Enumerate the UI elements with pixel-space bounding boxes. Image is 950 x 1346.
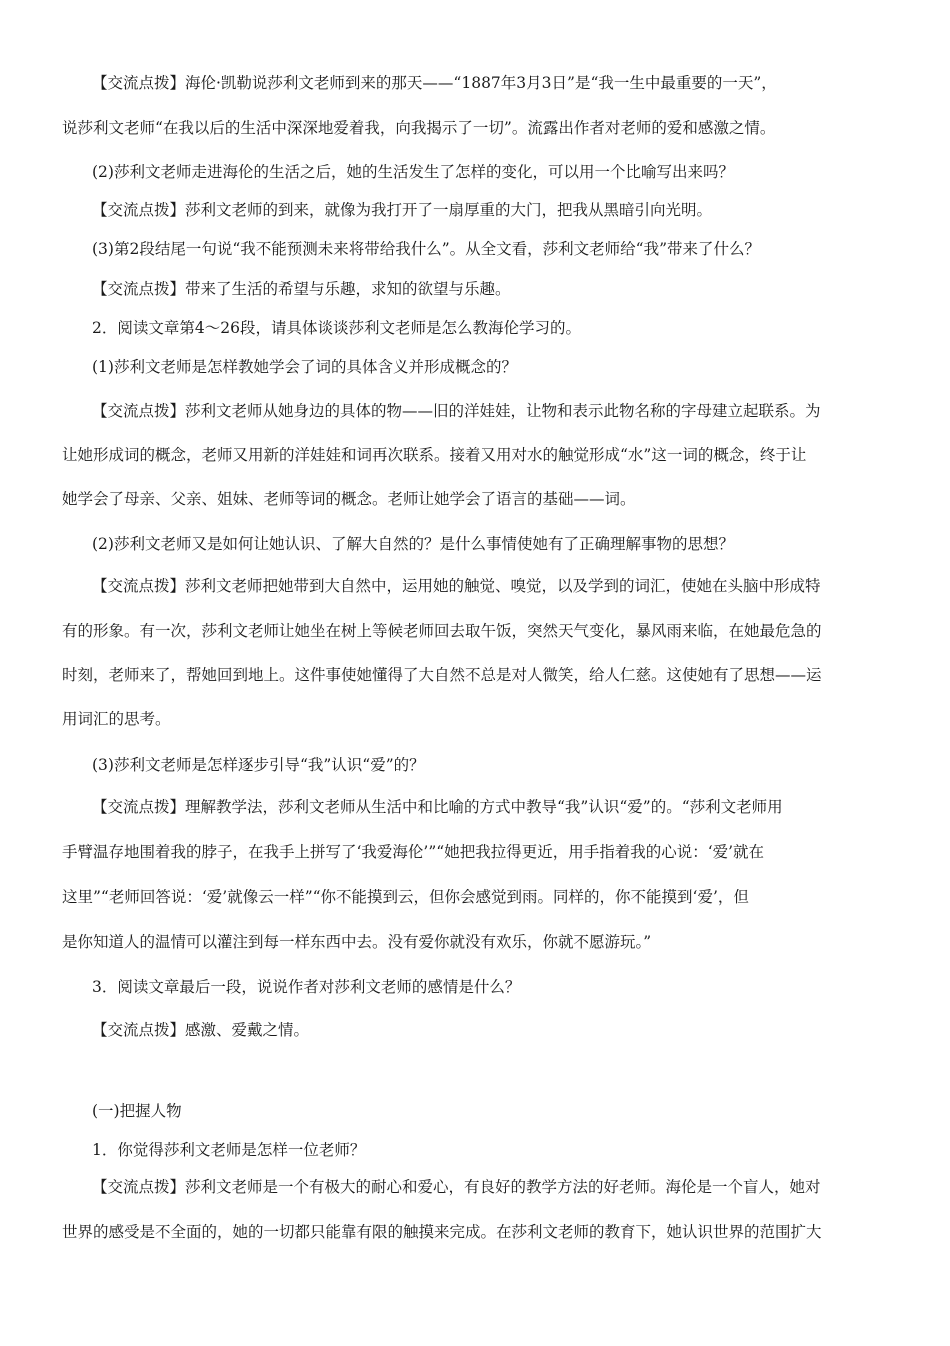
text-line-8: (1)莎利文老师是怎样教她学会了词的具体含义并形成概念的？ (92, 358, 517, 376)
text-line-10: 让她形成词的概念，老师又用新的洋娃娃和词再次联系。接着又用对水的触觉形成“水”这一词的概念，终于让 (62, 446, 807, 464)
text-line-7: 2．阅读文章第4～26段，请具体谈谈莎利文老师是怎么教海伦学习的。 (92, 319, 581, 337)
text-line-25: 1．你觉得莎利文老师是怎样一位老师？ (92, 1141, 366, 1159)
text-line-16: 用词汇的思考。 (62, 710, 171, 728)
section-heading: (一)把握人物 (92, 1102, 182, 1120)
text-line-26: 【交流点拨】莎利文老师是一个有极大的耐心和爱心，有良好的教学方法的好老师。海伦是一个盲人，她对 (92, 1178, 821, 1196)
text-line-15: 时刻，老师来了，帮她回到地上。这件事使她懂得了大自然不总是对人微笑，给人仁慈。这使她有了思想——运 (62, 666, 822, 684)
text-line-21: 是你知道人的温情可以灌注到每一样东西中去。没有爱你就没有欢乐，你就不愿游玩。” (62, 933, 652, 951)
text-line-14: 有的形象。有一次，莎利文老师让她坐在树上等候老师回去取午饭，突然天气变化，暴风雨来临，在她最危急的 (62, 622, 822, 640)
text-line-20: 这里”“老师回答说：‘爱’就像云一样”“你不能摸到云，但你会感觉到雨。同样的，你不能摸到‘爱’，但 (62, 888, 749, 906)
text-line-22: 3．阅读文章最后一段，说说作者对莎利文老师的感情是什么？ (92, 978, 521, 996)
text-line-2: 说莎利文老师“在我以后的生活中深深地爱着我，向我揭示了一切”。流露出作者对老师的爱和感激之情。 (62, 119, 776, 137)
text-line-11: 她学会了母亲、父亲、姐妹、老师等词的概念。老师让她学会了语言的基础——词。 (62, 490, 636, 508)
text-line-9: 【交流点拨】莎利文老师从她身边的具体的物——旧的洋娃娃，让物和表示此物名称的字母建立起联系。为 (92, 402, 821, 420)
text-line-17: (3)莎利文老师是怎样逐步引导“我”认识“爱”的？ (92, 756, 425, 774)
text-line-23: 【交流点拨】感激、爱戴之情。 (92, 1021, 310, 1039)
text-line-13: 【交流点拨】莎利文老师把她带到大自然中，运用她的触觉、嗅觉，以及学到的词汇，使她在头脑中形成特 (92, 577, 821, 595)
text-line-4: 【交流点拨】莎利文老师的到来，就像为我打开了一扇厚重的大门，把我从黑暗引向光明。 (92, 201, 713, 219)
text-line-5: (3)第2段结尾一句说“我不能预测未来将带给我什么”。从全文看，莎利文老师给“我”带来了什么？ (92, 240, 761, 258)
text-line-1: 【交流点拨】海伦·凯勒说莎利文老师到来的那天——“1887年3月3日”是“我一生中最重要的一天”， (92, 74, 777, 92)
text-line-3: (2)莎利文老师走进海伦的生活之后，她的生活发生了怎样的变化，可以用一个比喻写出来吗？ (92, 163, 734, 181)
text-line-27: 世界的感受是不全面的，她的一切都只能靠有限的触摸来完成。在莎利文老师的教育下，她认识世界的范围扩大 (62, 1223, 822, 1241)
text-line-6: 【交流点拨】带来了生活的希望与乐趣，求知的欲望与乐趣。 (92, 280, 511, 298)
text-line-18: 【交流点拨】理解教学法，莎利文老师从生活中和比喻的方式中教导“我”认识“爱”的。“莎利文老师用 (92, 798, 783, 816)
text-line-12: (2)莎利文老师又是如何让她认识、了解大自然的？是什么事情使她有了正确理解事物的思想？ (92, 535, 734, 553)
text-line-19: 手臂温存地围着我的脖子，在我手上拼写了‘我爱海伦’”“她把我拉得更近，用手指着我的心说：‘爱’就在 (62, 843, 765, 861)
